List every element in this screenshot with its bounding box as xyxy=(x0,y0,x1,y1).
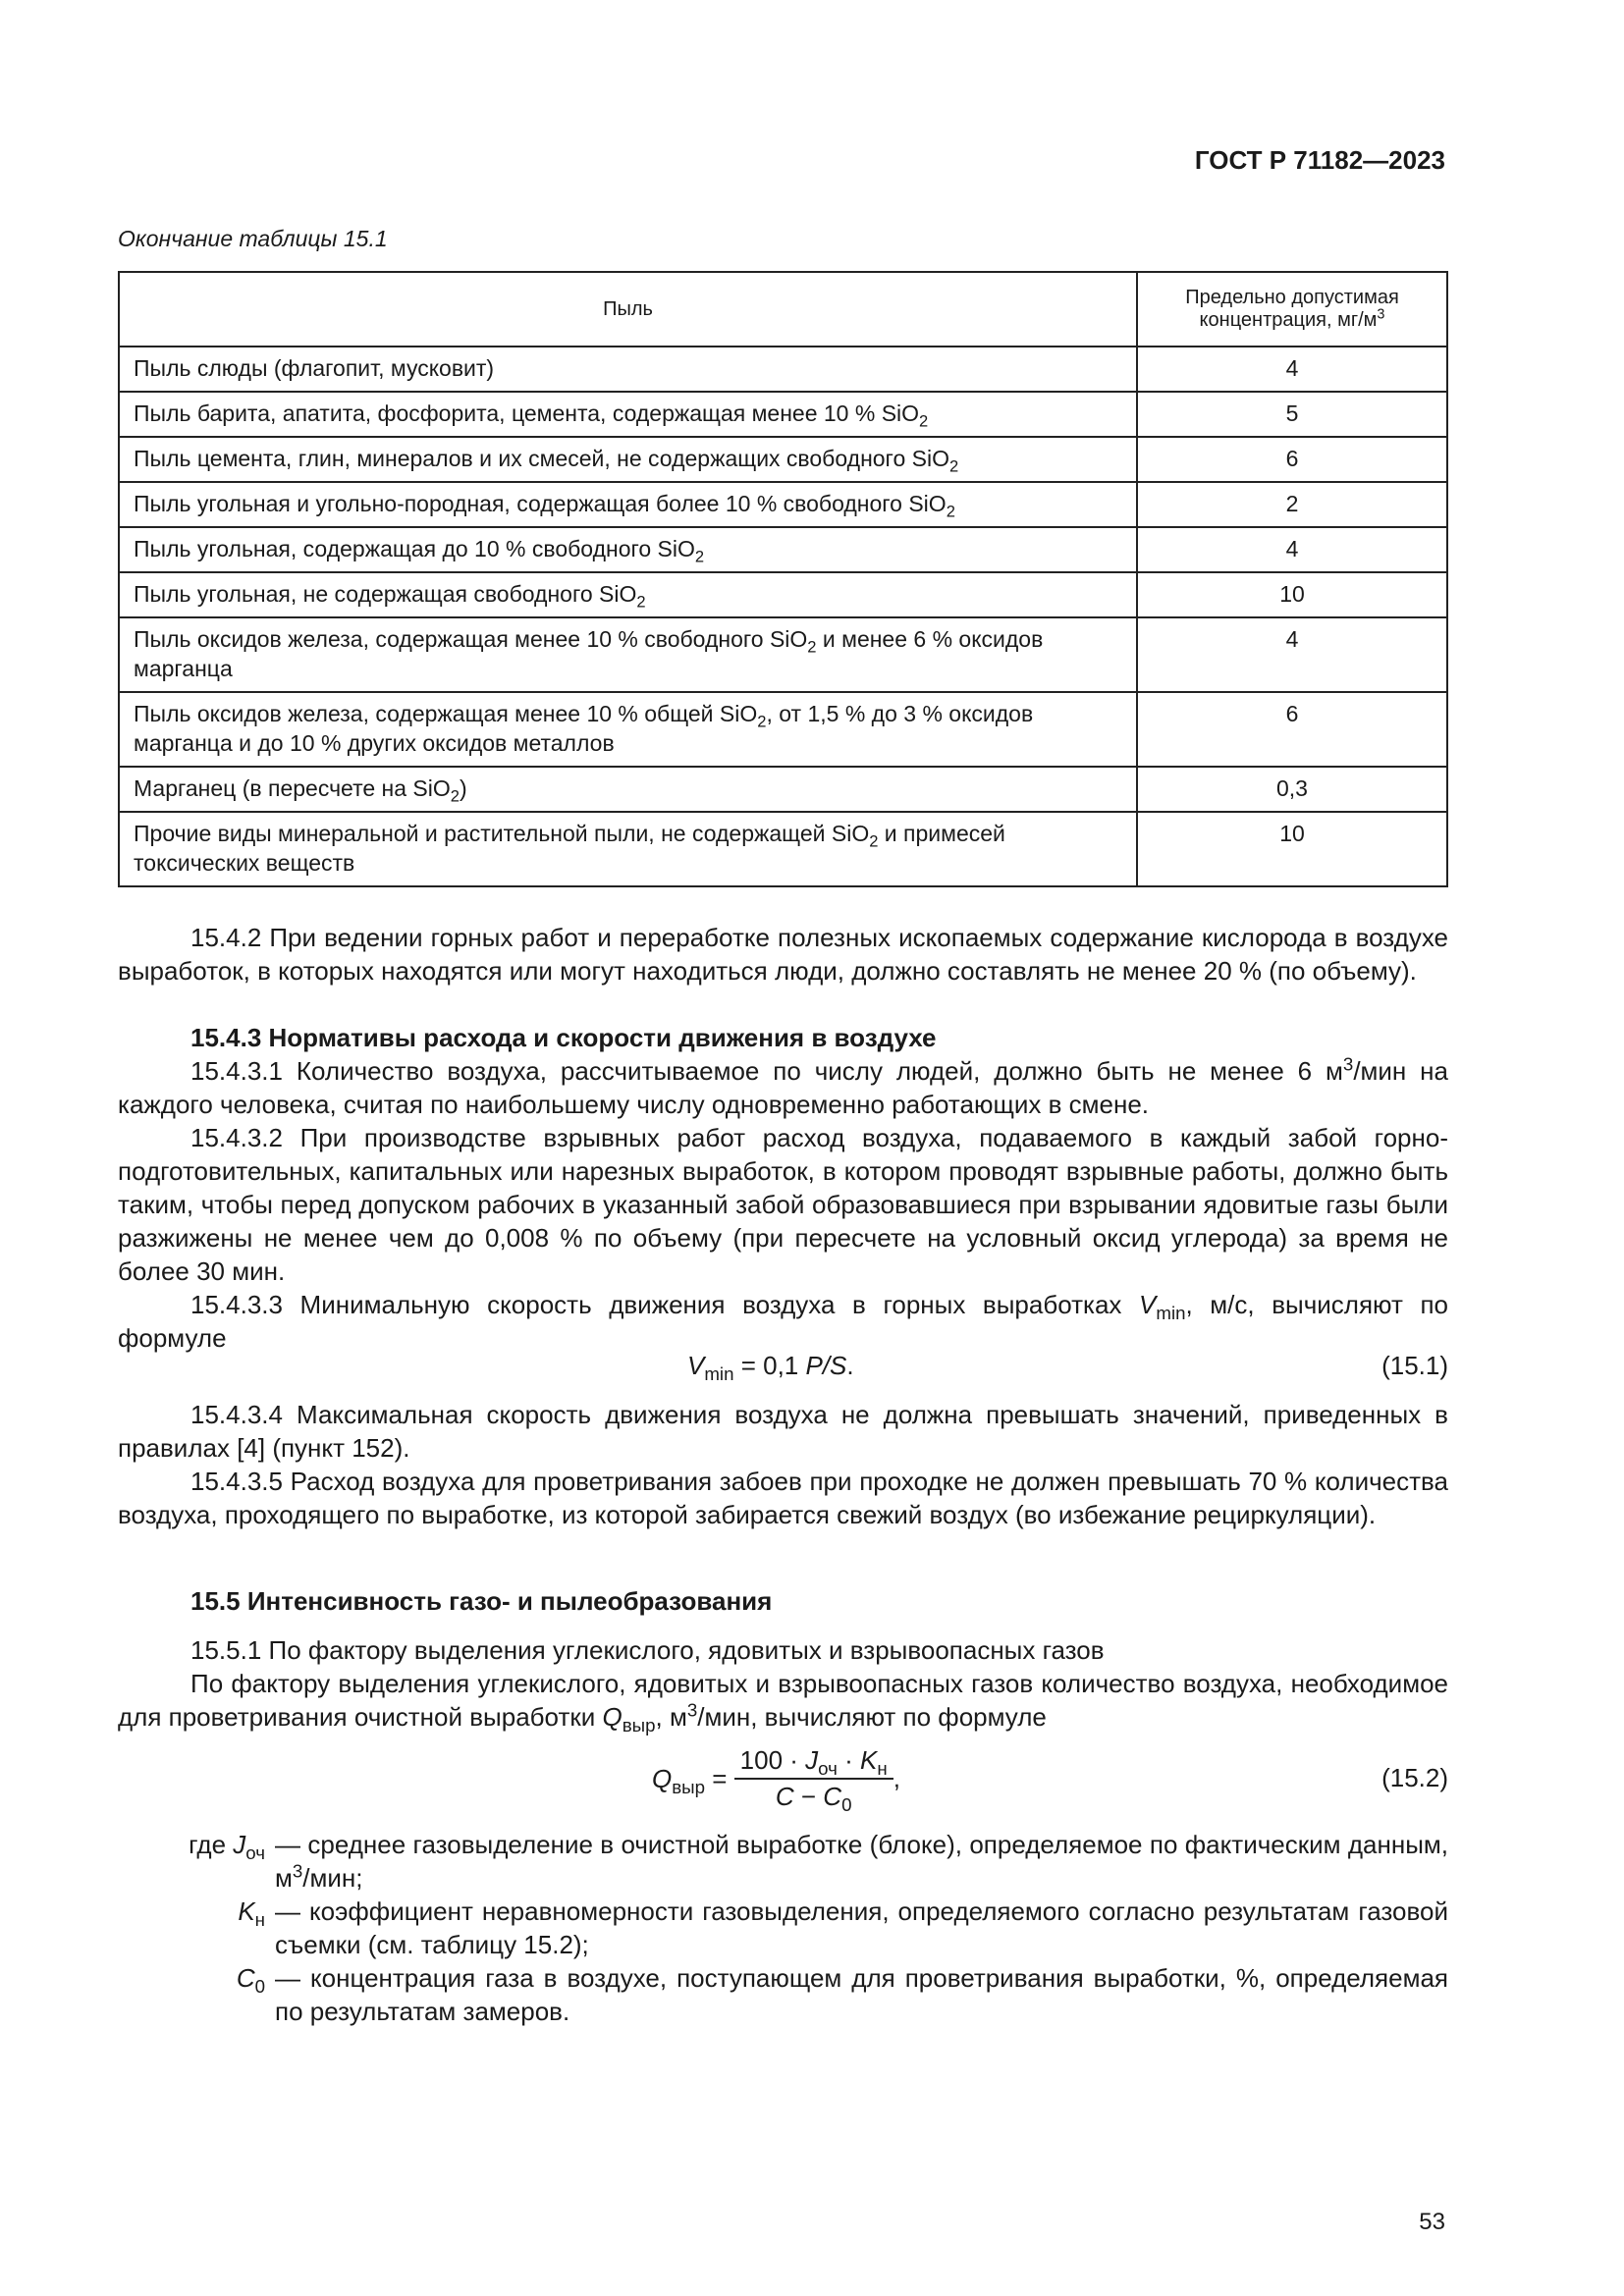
legend-symbol: $K_н$ xyxy=(238,1896,265,1931)
limit-value-cell: 5 xyxy=(1137,392,1447,437)
legend-description: — среднее газовыделение в очистной выработке (блоке), определяемое по фактическим данным, $м^3$/мин; xyxy=(275,1830,1448,1893)
dust-name-cell: Пыль угольная, не содержащая свободного SiO$_2$ xyxy=(119,572,1137,617)
table-row xyxy=(119,482,1447,527)
formula-15-2-fraction xyxy=(734,1745,893,1816)
paragraph-15-4-3-2: 15.4.3.2 При производстве взрывных работ расход воздуха, подаваемого в каждый забой горно-подготовительных, капитальных или нарезных выработок, в котором проводят взрывные работы, должно быть таким, чтобы перед допуском рабочих в указанный забой образовавшиеся при взрывании ядовитые газы были разжижены не менее чем до 0,008 % по объему (при пересчете на условный оксид углерода) за время не более 30 мин. xyxy=(118,1123,1448,1286)
paragraph-15-5-1: 15.5.1 По фактору выделения углекислого, ядовитых и взрывоопасных газов xyxy=(190,1635,1105,1665)
formula-numerator: $100 \cdot J_{оч} \cdot K_н$ xyxy=(734,1745,893,1780)
paragraph-15-4-3-3: 15.4.3.3 Минимальную скорость движения воздуха в горных выработках $V_{min}$, м/с, вычисляют по формуле xyxy=(118,1290,1448,1353)
dust-name-cell: Пыль цемента, глин, минералов и их смесей, не содержащих свободного SiO$_2$ xyxy=(119,437,1137,482)
heading-15-4-3: 15.4.3 Нормативы расхода и скорости движения в воздухе xyxy=(190,1023,937,1052)
table-header-row xyxy=(119,272,1447,347)
legend-symbol: где $J_{оч}$ xyxy=(189,1830,265,1864)
table-row xyxy=(119,392,1447,437)
paragraph-15-4-3-1: 15.4.3.1 Количество воздуха, рассчитываемое по числу людей, должно быть не менее 6 $м^3$/мин на каждого человека, считая по наибольшему числу одновременно работающих в смене. xyxy=(118,1053,1449,1119)
dust-limits-table xyxy=(118,271,1448,887)
formula-15-1-number: (15.1) xyxy=(1381,1351,1448,1380)
table-row xyxy=(119,347,1447,392)
paragraph-15-4-3-4: 15.4.3.4 Максимальная скорость движения воздуха не должна превышать значений, приведенных в правилах [4] (пункт 152). xyxy=(118,1400,1448,1463)
dust-name-cell: Пыль угольная, содержащая до 10 % свободного SiO$_2$ xyxy=(119,527,1137,572)
table-caption: Окончание таблицы 15.1 xyxy=(118,226,388,251)
formula-denominator: $C - C_0$ xyxy=(775,1782,852,1816)
dust-name-cell: Пыль оксидов железа, содержащая менее 10 % свободного SiO$_2$ и менее 6 % оксидов марганца xyxy=(119,617,1137,692)
page-number: 53 xyxy=(1419,2209,1445,2235)
table-row xyxy=(119,812,1447,886)
limit-value-cell: 4 xyxy=(1137,527,1447,572)
limit-value-cell: 2 xyxy=(1137,482,1447,527)
paragraph-15-4-2: 15.4.2 При ведении горных работ и переработке полезных ископаемых содержание кислорода в воздухе выработок, в которых находятся или могут находиться люди, должно составлять не менее 20 % (по объему). xyxy=(118,923,1448,986)
table-row xyxy=(119,767,1447,812)
header-limit: Предельно допустимая концентрация, $мг/м^3$ xyxy=(1137,272,1447,347)
dust-name-cell: Марганец (в пересчете на SiO$_2$) xyxy=(119,767,1137,812)
limit-value-cell: 6 xyxy=(1137,692,1447,767)
table-row xyxy=(119,527,1447,572)
limit-value-cell: 10 xyxy=(1137,812,1447,886)
paragraph-15-4-3-5: 15.4.3.5 Расход воздуха для проветривания забоев при проходке не должен превышать 70 % количества воздуха, проходящего по выработке, из которой забирается свежий воздух (во избежание рециркуляции). xyxy=(118,1467,1448,1529)
dust-name-cell: Пыль слюды (флагопит, мусковит) xyxy=(119,347,1137,392)
table-row xyxy=(119,692,1447,767)
limit-value-cell: 6 xyxy=(1137,437,1447,482)
table-row xyxy=(119,437,1447,482)
limit-value-cell: 4 xyxy=(1137,617,1447,692)
header-dust: Пыль xyxy=(119,272,1137,347)
limit-value-cell: 0,3 xyxy=(1137,767,1447,812)
dust-name-cell: Пыль барита, апатита, фосфорита, цемента, содержащая менее 10 % SiO$_2$ xyxy=(119,392,1137,437)
dust-name-cell: Прочие виды минеральной и растительной пыли, не содержащей SiO$_2$ и примесей токсических веществ xyxy=(119,812,1137,886)
formula-15-2: $Q_{выр}$ = $\frac{100 \cdot J_{оч} \cdot K_н}{C - C_0}$ , xyxy=(652,1745,900,1816)
paragraph-15-5-1-text: По фактору выделения углекислого, ядовитых и взрывоопасных газов количество воздуха, необходимое для проветривания очистной выработки $Q_{выр}$, $м^3$/мин, вычисляют по формуле xyxy=(118,1669,1448,1736)
table-row xyxy=(119,572,1447,617)
table-row xyxy=(119,617,1447,692)
document-code: ГОСТ Р 71182—2023 xyxy=(1194,145,1445,175)
legend-symbol: $C_0$ xyxy=(236,1963,265,1998)
legend-description: — концентрация газа в воздухе, поступающем для проветривания выработки, %, определяемая по результатам замеров. xyxy=(275,1963,1448,2026)
legend-description: — коэффициент неравномерности газовыделения, определяемого согласно результатам газовой съемки (см. таблицу 15.2); xyxy=(275,1896,1448,1959)
dust-name-cell: Пыль угольная и угольно-породная, содержащая более 10 % свободного SiO$_2$ xyxy=(119,482,1137,527)
formula-15-1: $V_{min} = 0,1$ P/S. xyxy=(687,1351,854,1385)
dust-name-cell: Пыль оксидов железа, содержащая менее 10 % общей SiO$_2$, от 1,5 % до 3 % оксидов марганца и до 10 % других оксидов металлов xyxy=(119,692,1137,767)
formula-15-2-number: (15.2) xyxy=(1381,1763,1448,1792)
limit-value-cell: 10 xyxy=(1137,572,1447,617)
limit-value-cell: 4 xyxy=(1137,347,1447,392)
heading-15-5: 15.5 Интенсивность газо- и пылеобразования xyxy=(190,1586,773,1616)
